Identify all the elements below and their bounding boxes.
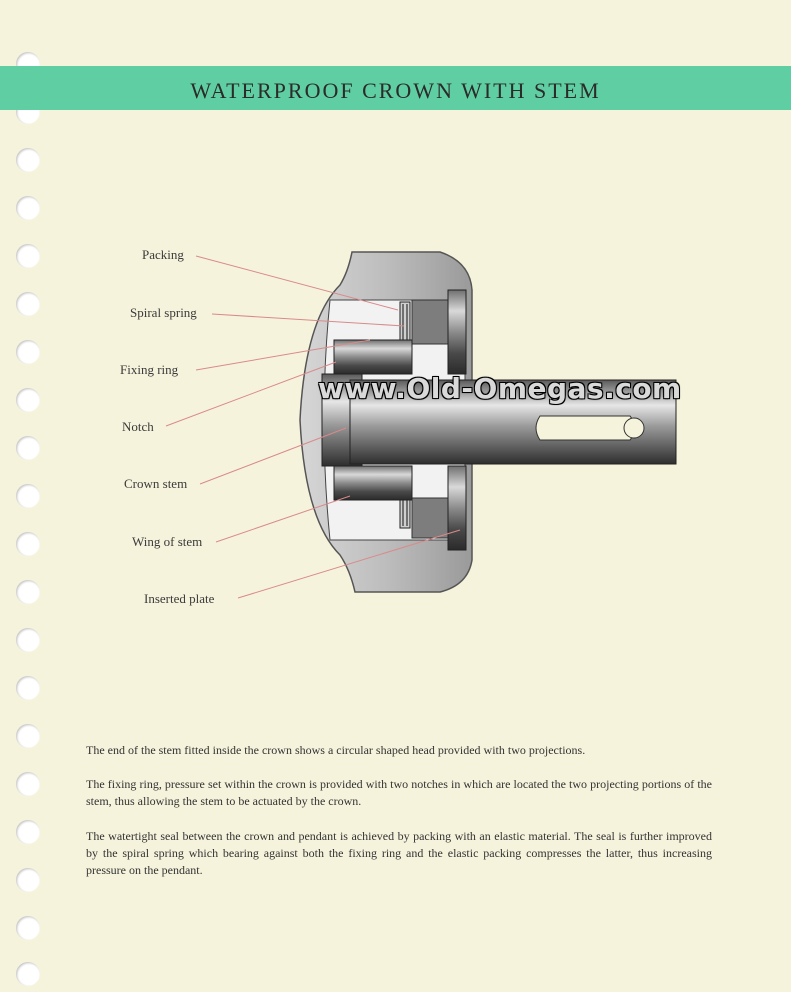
label-crown-stem: Crown stem <box>124 476 188 491</box>
watermark-text: www.Old-Omegas.com <box>318 372 682 405</box>
fixing-ring-lower <box>334 466 412 500</box>
paragraph-2: The fixing ring, pressure set within the crown is provided with two notches in which are located the two projecting portions of the stem, thus allowing the stem to be actuated by the crown. <box>86 777 712 808</box>
paragraph-3: The watertight seal between the crown and pendant is achieved by packing with an elastic material. The seal is further improved by the spiral spring which bearing against both the fixing ring and the elastic packing compresses the latter, thus increasing pressure on the pendant. <box>86 829 712 877</box>
label-inserted-plate: Inserted plate <box>144 591 215 606</box>
label-packing: Packing <box>142 247 184 262</box>
label-fixing-ring: Fixing ring <box>120 362 179 377</box>
paragraph-1: The end of the stem fitted inside the crown shows a circular shaped head provided with two projections. <box>86 743 586 757</box>
packing-lower <box>412 498 452 538</box>
label-notch: Notch <box>122 419 154 434</box>
inserted-plate-upper <box>448 290 466 374</box>
label-wing-of-stem: Wing of stem <box>132 534 203 549</box>
page-title: WATERPROOF CROWN WITH STEM <box>190 78 601 103</box>
inserted-plate-lower <box>448 466 466 550</box>
stem-notch-hole <box>624 418 644 438</box>
stem-notch <box>536 416 635 440</box>
packing-upper <box>412 300 452 344</box>
spiral-spring-upper <box>400 302 410 344</box>
label-spiral-spring: Spiral spring <box>130 305 197 320</box>
fixing-ring-upper <box>334 340 412 374</box>
